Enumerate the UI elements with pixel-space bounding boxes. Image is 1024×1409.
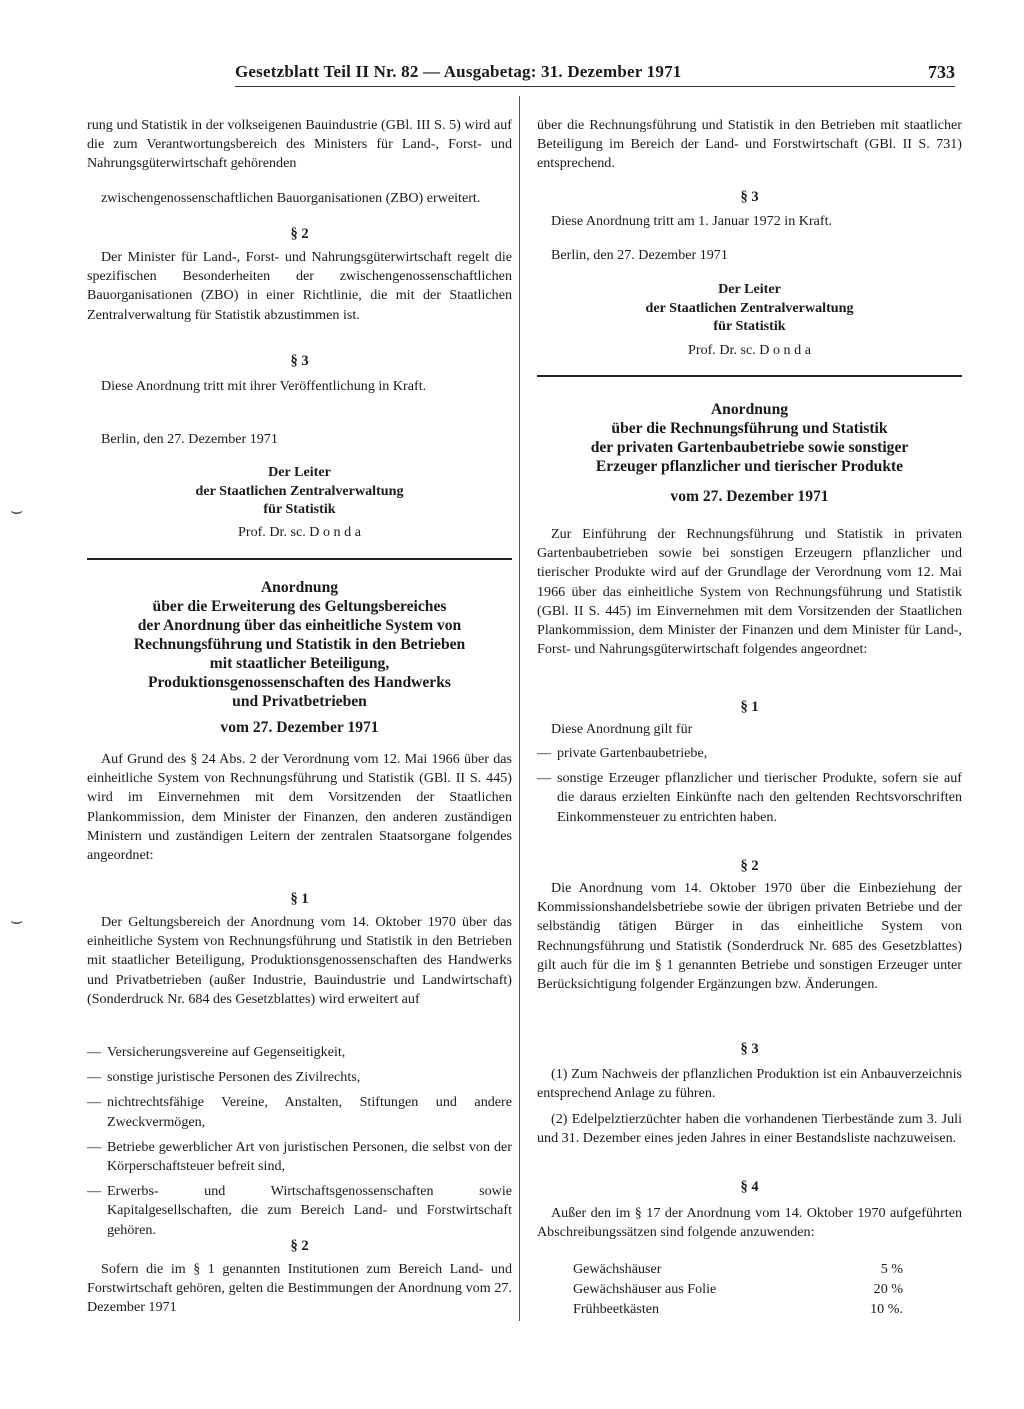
- separator-rule: [87, 558, 512, 560]
- signature-title: für Statistik: [713, 318, 786, 334]
- table-row: [573, 1280, 903, 1300]
- section-heading: § 1: [290, 891, 309, 907]
- table-row: [573, 1260, 903, 1280]
- preamble: Zur Einführung der Rechnungsführung und Statistik in privaten Gartenbaubetrieben sowie bei sonstigen Erzeugern pflanzlicher und tierischer Produkte wird auf der Grundlage der Verordnung vom 12. Mai 1966 über das einheitliche System von Rechnungsführung und Statistik (GBl. II S. 445) im Einvernehmen mit dem Vorsitzenden der Staatlichen Plankommission, dem Minister der Finanzen und dem Minister für Land-, Forst- und Nahrungsgüterwirtschaft folgendes angeordnet:: [537, 526, 962, 658]
- signature-name: Prof. Dr. sc. D o n d a: [238, 524, 361, 540]
- section-heading: § 3: [290, 353, 309, 369]
- place-date: Berlin, den 27. Dezember 1971: [551, 247, 728, 263]
- ordinance-date: vom 27. Dezember 1971: [220, 719, 379, 736]
- signature-name: Prof. Dr. sc. D o n d a: [688, 342, 811, 358]
- intro-paragraph: rung und Statistik in der volkseigenen Bauindustrie (GBl. III S. 5) wird auf die zum Verantwortungsbereich des Ministers für Land-, Forst- und Nahrungsgüterwirtschaft gehörenden: [87, 117, 512, 172]
- section-2-text: Die Anordnung vom 14. Oktober 1970 über die Einbeziehung der Kommissionshandelsbetriebe sowie der übrigen privaten Betriebe und der selbständig tätigen Bürger in das einheitliche System von Rechnungsführung und Statistik (Sonderdruck Nr. 685 des Gesetzblattes) gilt auch für die im § 1 genannten Betriebe und sonstigen Erzeuger unter Berücksichtigung folgender Ergänzungen bzw. Änderungen.: [537, 880, 962, 993]
- section-3-text: Diese Anordnung tritt am 1. Januar 1972 in Kraft.: [551, 213, 833, 229]
- rate-label: Gewächshäuser aus Folie: [573, 1281, 717, 1298]
- ordinance-date: vom 27. Dezember 1971: [670, 488, 829, 505]
- page-number: 733: [928, 62, 955, 82]
- ordinance-title: [87, 578, 512, 711]
- list-item: — private Gartenbaubetriebe,: [537, 744, 962, 763]
- rate-label: Frühbeetkästen: [573, 1301, 660, 1318]
- ordinance-title-line: der Anordnung über das einheitliche System von: [137, 617, 462, 634]
- section-2-text: Der Minister für Land-, Forst- und Nahrungsgüterwirtschaft regelt die spezifischen Besonderheiten der zwischengenossenschaftlichen Bauorganisationen (ZBO) in einer Richtlinie, die mit der Staatlichen Zentralverwaltung für Statistik abzustimmen ist.: [87, 249, 512, 323]
- margin-mark: ⌣: [10, 500, 24, 522]
- section-4-text: Außer den im § 17 der Anordnung vom 14. Oktober 1970 aufgeführten Abschreibungssätzen sind folgende anzuwenden:: [537, 1205, 962, 1241]
- ordinance-title-line: mit staatlicher Beteiligung,: [209, 655, 390, 672]
- list-item: — Erwerbs- und Wirtschaftsgenossenschaften sowie Kapitalgesellschaften, die zum Bereich Land- und Forstwirtschaft gehören.: [87, 1182, 512, 1240]
- rate-value: 5 %: [880, 1261, 903, 1278]
- section-3-paragraph-1: (1) Zum Nachweis der pflanzlichen Produktion ist ein Anbauverzeichnis entsprechend Anlage zu führen.: [537, 1066, 962, 1102]
- ordinance-title: [537, 400, 962, 476]
- intro-paragraph-continued: zwischengenossenschaftlichen Bauorganisationen (ZBO) erweitert.: [101, 190, 481, 206]
- depreciation-rates-table: [573, 1260, 903, 1320]
- ordinance-title-line: Rechnungsführung und Statistik in den Betrieben: [133, 636, 466, 653]
- rate-value: 10 %.: [870, 1301, 903, 1318]
- header-title: Gesetzblatt Teil II Nr. 82 — Ausgabetag: 31. Dezember 1971: [235, 62, 682, 81]
- continuation-paragraph: über die Rechnungsführung und Statistik in den Betrieben mit staatlicher Beteiligung im Bereich der Land- und Forstwirtschaft (GBl. II S. 731) entsprechend.: [537, 117, 962, 172]
- page-header: [235, 62, 955, 86]
- ordinance-title-line: der privaten Gartenbaubetriebe sowie sonstiger: [590, 439, 909, 456]
- column-divider: [519, 96, 520, 1321]
- list-item: — sonstige juristische Personen des Zivilrechts,: [87, 1068, 512, 1087]
- section-heading: § 3: [740, 1041, 759, 1057]
- ordinance-title-line: Produktionsgenossenschaften des Handwerks: [148, 674, 451, 691]
- place-date: Berlin, den 27. Dezember 1971: [101, 431, 278, 447]
- ordinance-title-line: Anordnung: [260, 579, 339, 596]
- list-item: — Versicherungsvereine auf Gegenseitigkeit,: [87, 1043, 512, 1062]
- preamble: Auf Grund des § 24 Abs. 2 der Verordnung vom 12. Mai 1966 über das einheitliche System von Rechnungsführung und Statistik (GBl. II S. 445) wird im Einvernehmen mit dem Vorsitzenden der Staatlichen Plankommission, dem Minister der Finanzen, den anderen zuständigen Ministern und zuständigen Leitern der zentralen Staatsorgane folgendes angeordnet:: [87, 751, 512, 864]
- signature-title: Der Leiter: [718, 281, 781, 297]
- ordinance-title-line: Erzeuger pflanzlicher und tierischer Produkte: [595, 458, 904, 475]
- ordinance-title-line: über die Rechnungsführung und Statistik: [611, 420, 888, 437]
- signature-title: für Statistik: [263, 501, 336, 517]
- section-3-paragraph-2: (2) Edelpelztierzüchter haben die vorhandenen Tierbestände zum 3. Juli und 31. Dezember eines jeden Jahres in einer Bestandsliste nachzuweisen.: [537, 1111, 962, 1147]
- header-rule: [235, 86, 955, 87]
- section-heading: § 1: [740, 699, 759, 715]
- signature-title: der Staatlichen Zentralverwaltung: [195, 483, 404, 499]
- scope-list: [537, 744, 962, 833]
- ordinance-title-line: über die Erweiterung des Geltungsbereiches: [152, 598, 447, 615]
- ordinance-title-line: Anordnung: [710, 401, 789, 418]
- section-heading: § 2: [290, 226, 309, 242]
- list-item: — sonstige Erzeuger pflanzlicher und tierischer Produkte, sofern sie auf die daraus erzielten Einkünfte nach den geltenden Rechtsvorschriften Einkommensteuer zu entrichten haben.: [537, 769, 962, 827]
- ordinance-title-line: und Privatbetrieben: [232, 693, 367, 710]
- section-heading: § 2: [740, 858, 759, 874]
- section-heading: § 3: [740, 189, 759, 205]
- signature-title: Der Leiter: [268, 464, 331, 480]
- section-1-text: Der Geltungsbereich der Anordnung vom 14. Oktober 1970 über das einheitliche System von Rechnungsführung und Statistik in den Betrieben mit staatlicher Beteiligung, Produktionsgenossenschaften des Handwerks und Privatbetrieben (außer Industrie, Bauindustrie und Landwirtschaft) (Sonderdruck Nr. 684 des Gesetzblattes) wird erweitert auf: [87, 914, 512, 1007]
- section-1-text: Diese Anordnung gilt für: [551, 721, 693, 737]
- signature-title: der Staatlichen Zentralverwaltung: [645, 300, 854, 316]
- section-heading: § 2: [290, 1238, 309, 1254]
- list-item: — nichtrechtsfähige Vereine, Anstalten, Stiftungen und andere Zweckvermögen,: [87, 1093, 512, 1131]
- section-3-text: Diese Anordnung tritt mit ihrer Veröffentlichung in Kraft.: [101, 378, 427, 394]
- rate-label: Gewächshäuser: [573, 1261, 662, 1278]
- list-item: — Betriebe gewerblicher Art von juristischen Personen, die selbst von der Körperschaftsteuer befreit sind,: [87, 1138, 512, 1176]
- separator-rule: [537, 375, 962, 377]
- margin-mark: ⌣: [10, 910, 24, 932]
- section-2-text: Sofern die im § 1 genannten Institutionen zum Bereich Land- und Forstwirtschaft gehören, gelten die Bestimmungen der Anordnung vom 27. Dezember 1971: [87, 1261, 512, 1316]
- rate-value: 20 %: [873, 1281, 903, 1298]
- section-heading: § 4: [740, 1179, 759, 1195]
- scope-list: [87, 1043, 512, 1246]
- table-row: [573, 1300, 903, 1320]
